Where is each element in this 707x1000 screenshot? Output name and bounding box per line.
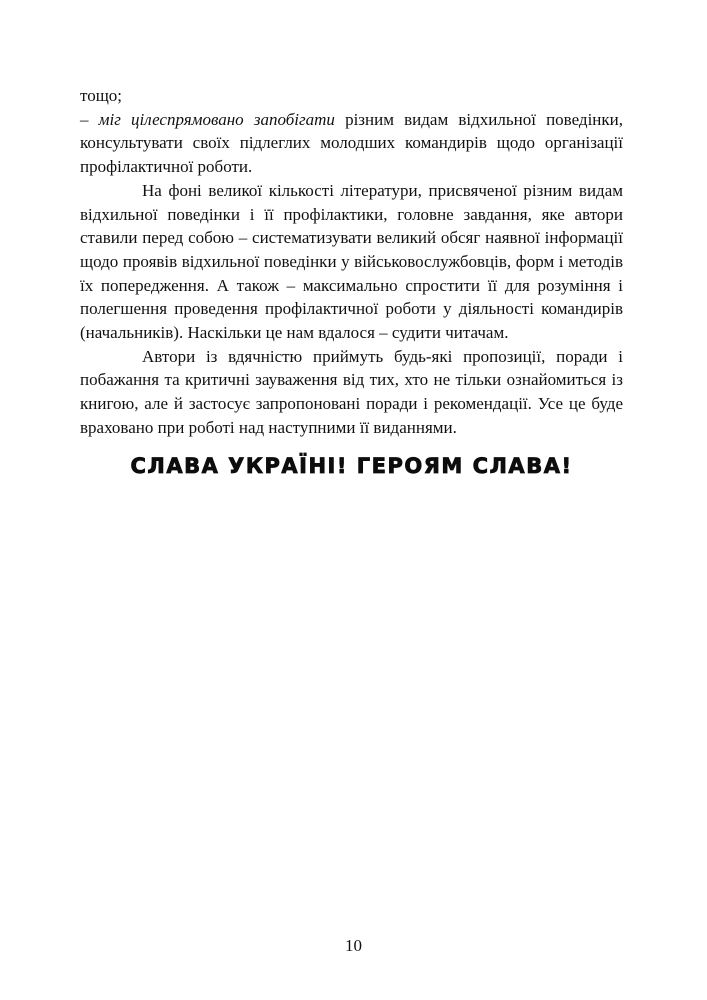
- text-line-tosho: тощо;: [80, 86, 123, 105]
- page-body: [80, 84, 623, 478]
- italic-phrase: міг цілеспрямовано запобігати: [98, 109, 335, 129]
- list-dash: –: [80, 109, 99, 129]
- paragraph-literature: На фоні великої кількості літератури, присвяченої різним видам відхильної поведінки і її профілактики, головне завдання, яке автори ставили перед собою – систематизувати великий обсяг наявної інформації щодо проявів відхильної поведінки у військовослужбовців, форм і методів їх попередження. А також – максимально спростити її для розуміння і полегшення проведення профілактичної роботи у діяльності командирів (начальників). Наскільки це нам вдалося – судити читачам.: [80, 180, 623, 343]
- paragraph-authors: Автори із вдячністю приймуть будь-які пропозиції, поради і побажання та критичні зауваження від тих, хто не тільки ознайомиться із книгою, але й застосує запропоновані поради і рекомендації. Усе це буде враховано при роботі над наступними її виданнями.: [80, 346, 623, 437]
- list-item-text: різним видам відхильної поведінки, консультувати своїх підлеглих молодших командирів щодо організації профілактичної роботи.: [80, 109, 623, 177]
- list-item-prevention: [80, 108, 623, 179]
- slogan-heading: СЛАВА УКРАЇНІ! ГЕРОЯМ СЛАВА!: [130, 453, 573, 478]
- page-number: 10: [345, 936, 362, 955]
